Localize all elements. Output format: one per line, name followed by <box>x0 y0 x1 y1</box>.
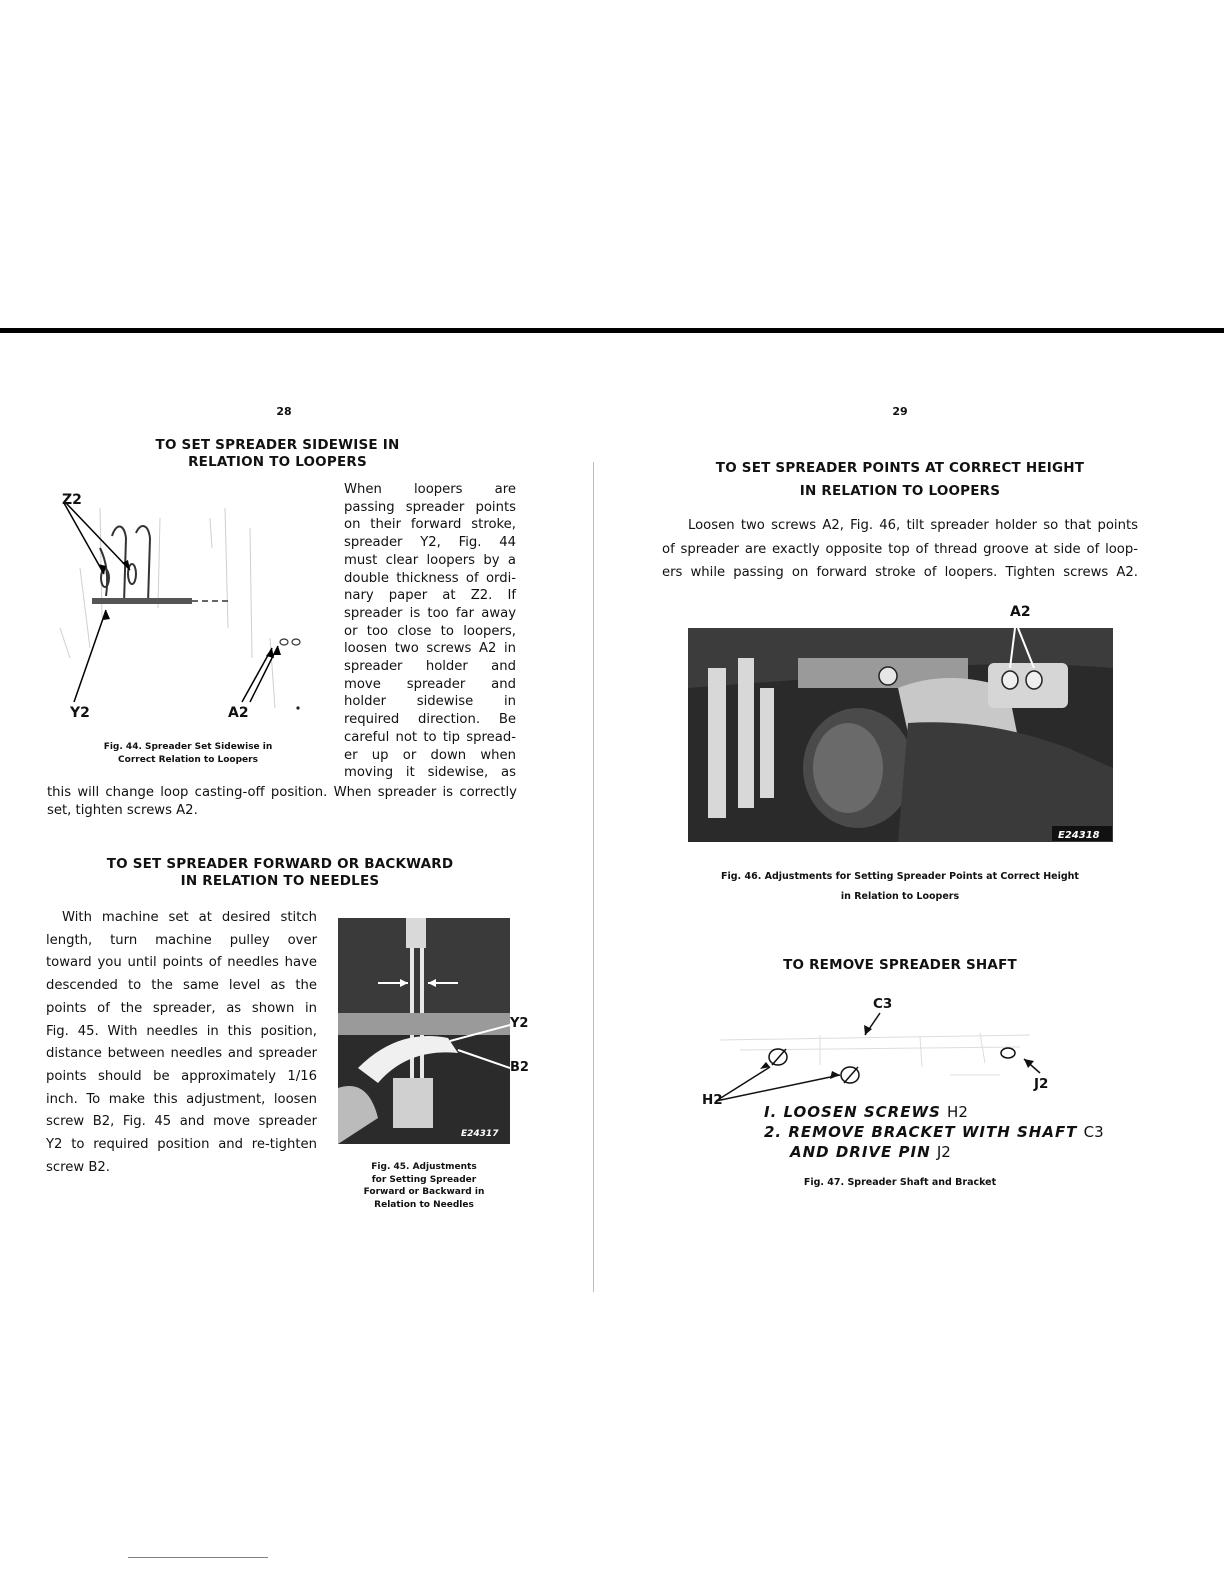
fig44-label-y2: Y2 <box>70 705 90 721</box>
fig44-caption: Fig. 44. Spreader Set Sidewise in Correct Relation to Loopers <box>103 742 273 765</box>
fig45-caption: Fig. 45. Adjustments for Setting Spreader Forward or Backward in Relation to Needles <box>363 1162 485 1210</box>
section-heading-remove-shaft: TO REMOVE SPREADER SHAFT <box>783 957 1017 973</box>
forward-backward-text: With machine set at desired stitch length, turn machine pulley over toward you until points of needles have descended to the same level as the points of the spreader, as shown in Fig. 45. With needles in this position, distance between needles and spreader points should be approximately 1/16 inch. To make this adjustment, loosen screw B2, Fig. 45 and move spreader Y2 to required position and re-tighten screw B2. <box>46 910 317 1175</box>
section-heading-sidewise: TO SET SPREADER SIDEWISE IN RELATION TO LOOPERS <box>155 437 400 470</box>
page-number-left: 28 <box>276 405 292 418</box>
fig46-label-a2: A2 <box>1010 604 1031 620</box>
fig47-label-c3: C3 <box>873 996 893 1012</box>
page-number-right: 29 <box>892 405 908 418</box>
step3-ref: J2 <box>936 1143 951 1161</box>
fig47-caption: Fig. 47. Spreader Shaft and Bracket <box>803 1177 997 1188</box>
fig46-caption: Fig. 46. Adjustments for Setting Spreader Points at Correct Height in Relation to Loopers <box>721 871 1079 902</box>
step3-text: AND DRIVE PIN <box>790 1143 931 1161</box>
fig44-label-a2: A2 <box>228 705 249 721</box>
step1-ref: H2 <box>947 1103 968 1121</box>
step1-text: I. LOOSEN SCREWS <box>764 1103 941 1121</box>
page-gutter-divider <box>593 462 594 1292</box>
removal-steps <box>764 1102 1124 1162</box>
figure-46-photo <box>688 628 1113 842</box>
step2-ref: C3 <box>1083 1123 1104 1141</box>
fig47-label-h2: H2 <box>702 1092 723 1108</box>
fig45-label-b2: B2 <box>510 1060 529 1075</box>
fig47-label-j2: J2 <box>1034 1076 1049 1092</box>
section-heading-forward-backward: TO SET SPREADER FORWARD OR BACKWARD IN RELATION TO NEEDLES <box>106 856 454 889</box>
step2-text: 2. REMOVE BRACKET WITH SHAFT <box>764 1123 1078 1141</box>
section-heading-height: TO SET SPREADER POINTS AT CORRECT HEIGHT IN RELATION TO LOOPERS <box>715 460 1085 499</box>
sidewise-text-full: this will change loop casting-off position. When spreader is correctly set, tighten screws A2. <box>47 785 517 818</box>
figure-45-photo <box>338 918 510 1144</box>
fig44-label-z2: Z2 <box>62 492 82 508</box>
bottom-link-underline <box>128 1557 268 1558</box>
figure-44-illustration <box>40 478 340 740</box>
height-text: Loosen two screws A2, Fig. 46, tilt spreader holder so that points of spreader are exactly opposite top of thread groove at side of loop- ers while passing on forward stroke of loopers. Tighten screws A2. <box>662 518 1138 580</box>
sidewise-text-column: When loopers are passing spreader points on their forward stroke, spreader Y2, Fig. 44 must clear loopers by a double thickness of ordi- nary paper at Z2. If spreader is too far away or too close to loopers, loosen two screws A2 in spreader holder and move spreader and holder sidewise in required direction. Be careful not to tip spread- er up or down when moving it sidewise, as <box>344 482 516 781</box>
fig45-label-y2: Y2 <box>510 1016 529 1031</box>
fig46-code: E24318 <box>1058 830 1100 841</box>
figure-47-illustration <box>700 995 1080 1110</box>
top-rule <box>0 328 1224 333</box>
fig45-code: E24317 <box>461 1129 499 1139</box>
